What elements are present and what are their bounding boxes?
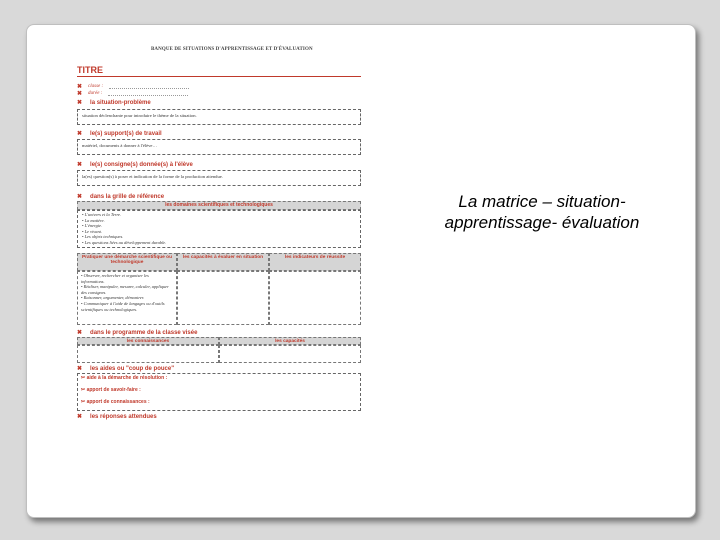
list-item: • Réaliser, manipuler, mesurer, calculer, appliquer des consignes. bbox=[81, 284, 169, 295]
list-item: • L'univers et la Terre. bbox=[82, 212, 122, 217]
section-title: dans le programme de la classe visée bbox=[90, 329, 198, 336]
table-cell bbox=[177, 271, 269, 325]
section-consignes bbox=[77, 161, 193, 168]
meta-label: classe : bbox=[88, 84, 104, 89]
aide-item: ✂ apport de connaissances : bbox=[81, 399, 150, 405]
list-item: • Les objets techniques. bbox=[82, 234, 124, 240]
table-header: les capacités à évaluer en situation bbox=[177, 253, 269, 271]
table-header: les indicateurs de réussite bbox=[269, 253, 361, 271]
marker-icon: ✖ bbox=[77, 414, 83, 420]
list-item: • Communiquer à l'aide de langages ou d'outils scientifiques ou technologiques. bbox=[81, 300, 165, 312]
meta-label: durée : bbox=[88, 91, 103, 96]
list-item: • Observer, rechercher et organiser les informations. bbox=[81, 273, 149, 284]
section-title: les aides ou "coup de pouce" bbox=[90, 365, 175, 372]
table-header: les connaissances bbox=[77, 337, 219, 345]
section-aides bbox=[77, 365, 174, 372]
marker-icon: ✖ bbox=[77, 330, 83, 336]
list-item: • Les questions liées au développement durable. bbox=[82, 239, 167, 245]
competences-header bbox=[77, 253, 361, 271]
document-thumbnail bbox=[71, 45, 367, 445]
programme-header bbox=[77, 337, 361, 345]
section-reponses bbox=[77, 413, 157, 420]
dotted-line bbox=[109, 84, 189, 89]
marker-icon: ✖ bbox=[77, 162, 83, 168]
section-supports bbox=[77, 130, 162, 137]
list-item: • Raisonner, argumenter, démontrer. bbox=[81, 295, 145, 301]
marker-icon: ✖ bbox=[77, 131, 83, 137]
aide-item: ✂ apport de savoir-faire : bbox=[81, 387, 141, 393]
section-title: les réponses attendues bbox=[90, 413, 157, 420]
domaines-list bbox=[77, 210, 361, 248]
domaines-bar: les domaines scientifiques et technologiques bbox=[77, 201, 361, 210]
list-item: • La matière. bbox=[82, 217, 105, 223]
section-text: la(es) question(s) à poser et indication de la forme de la production attendue. bbox=[82, 174, 223, 179]
marker-icon: ✖ bbox=[77, 84, 83, 90]
situation-box bbox=[77, 109, 361, 125]
table-cell bbox=[77, 271, 177, 325]
table-header: les capacités bbox=[219, 337, 361, 345]
meta-row-classe bbox=[77, 83, 189, 90]
aide-item: ✂ aide à la démarche de résolution : bbox=[81, 375, 168, 381]
list-item: • Le vivant. bbox=[82, 228, 102, 234]
section-programme bbox=[77, 329, 197, 336]
document-header: BANQUE DE SITUATIONS D'APPRENTISSAGE ET D'ÉVALUATION bbox=[151, 47, 313, 52]
marker-icon: ✖ bbox=[77, 194, 83, 200]
section-grille bbox=[77, 193, 164, 200]
marker-icon: ✖ bbox=[77, 91, 83, 97]
document-title: TITRE bbox=[77, 65, 103, 75]
aides-box bbox=[77, 373, 361, 411]
list-item: • L'énergie. bbox=[82, 223, 103, 229]
table-cell bbox=[269, 271, 361, 325]
meta-row-duree bbox=[77, 90, 188, 97]
dotted-line bbox=[108, 91, 188, 96]
supports-box bbox=[77, 139, 361, 155]
section-text: situation déclenchante pour introduire le thème de la situation. bbox=[82, 113, 197, 118]
marker-icon: ✖ bbox=[77, 366, 83, 372]
slide-caption: La matrice – situation-apprentissage- évaluation bbox=[444, 192, 640, 232]
table-header: Pratiquer une démarche scientifique ou technologique bbox=[77, 253, 177, 271]
marker-icon: ✖ bbox=[77, 100, 83, 106]
section-title: le(s) consigne(s) donnée(s) à l'élève bbox=[90, 161, 193, 168]
section-title: la situation-problème bbox=[90, 99, 151, 106]
section-text: matériel, documents à donner à l'élève… bbox=[82, 143, 158, 148]
section-title: le(s) support(s) de travail bbox=[90, 130, 162, 137]
slide bbox=[26, 24, 696, 518]
title-rule bbox=[77, 76, 361, 77]
consignes-box bbox=[77, 170, 361, 186]
section-situation-probleme bbox=[77, 99, 151, 106]
table-cell bbox=[219, 345, 361, 363]
table-cell bbox=[77, 345, 219, 363]
section-title: dans la grille de référence bbox=[90, 193, 165, 200]
